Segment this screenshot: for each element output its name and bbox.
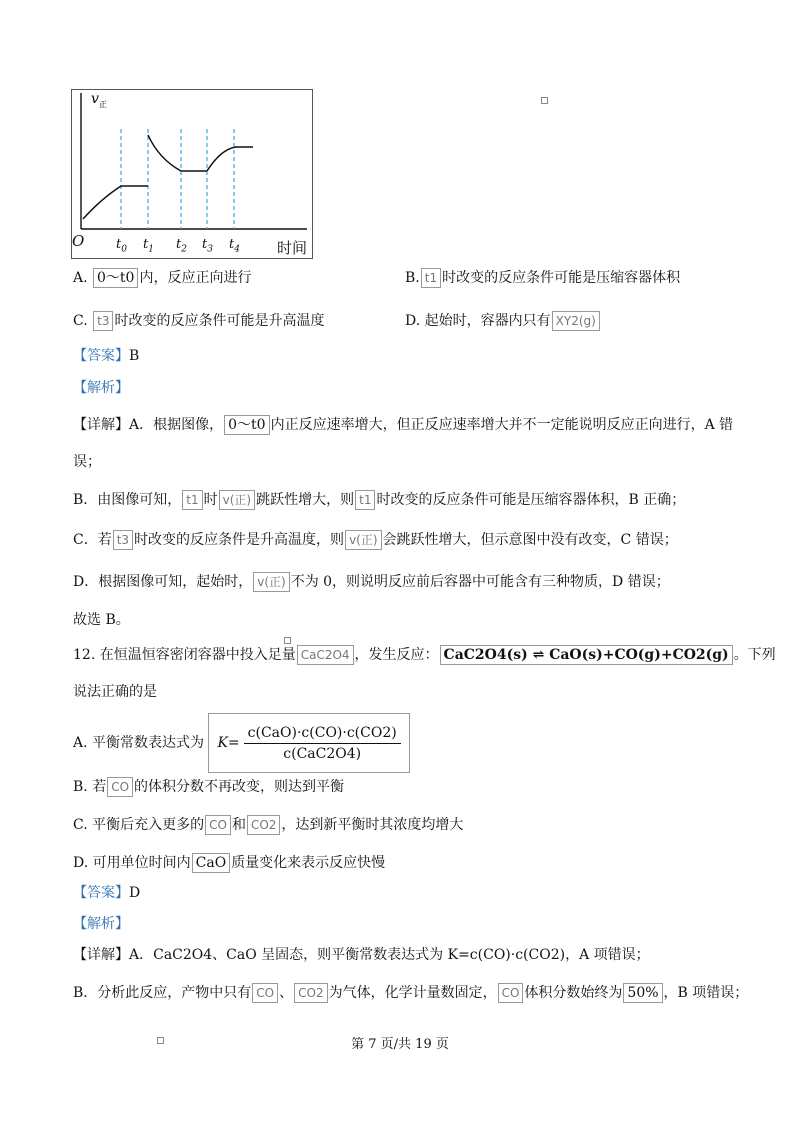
q12-detail-line-2: B．分析此反应，产物中只有 CO 、 CO2 为气体，化学计量数固定， CO 体积分数始终为 50% ，B 项错误； [73,985,749,1001]
q11-detail-line-4: D．根据图像可知，起始时， v(正) 不为 0，则说明反应前后容器中可能含有三种物质，D 错误； [73,574,670,590]
tick-t3: $t_3$ [202,237,213,255]
q12-analysis-label: 【解析】 [73,916,129,932]
option-b-formula: t1 [421,268,441,288]
q12-stem: 12. 在恒温恒容密闭容器中投入足量 CaC2O4 ，发生反应： CaC2O4(s) ⇌ CaO(s)+CO(g)+CO2(g) 。下列 [73,647,776,663]
option-c-formula: t3 [93,311,113,331]
y-axis-label: v [91,91,99,107]
marker-square [284,637,291,644]
q11-analysis-label: 【解析】 [73,380,129,396]
reaction-equation: CaC2O4(s) ⇌ CaO(s)+CO(g)+CO2(g) [440,645,733,665]
equilibrium-constant-formula: K= $\frac{\text{c(CaO)·c(CO)·c(CO2)}}{\text{c(CaC2O4)}}$ [208,713,409,773]
q11-detail-line-1: 【详解】A．根据图像， 0～t0 内正反应速率增大，但正反应速率增大并不一定能说明反应正向进行，A 错 [73,417,734,433]
q12-option-c: C. 平衡后充入更多的 CO 和 CO2 ，达到新平衡时其浓度均增大 [73,817,464,833]
option-a-formula: 0～t0 [93,268,138,288]
q12-option-b: B. 若 CO 的体积分数不再改变，则达到平衡 [73,779,345,795]
tick-t4: $t_4$ [229,237,240,255]
q12-detail-line-1: 【详解】A．CaC2O4、CaO 呈固态，则平衡常数表达式为 K=c(CO)·c(CO2)，A 项错误； [73,947,650,963]
y-axis-label-sub: 正 [99,100,107,109]
q11-detail-line-5: 故选 B。 [73,612,130,628]
tick-t2: $t_2$ [176,237,187,255]
q11-detail-line-3: C．若 t3 时改变的反应条件是升高温度，则 v(正) 会跳跃性增大，但示意图中没有改变，C 错误； [73,532,678,548]
graph-origin: O [72,232,85,250]
option-d-formula: XY2(g) [552,311,600,331]
graph-svg [71,89,313,259]
tick-t0: $t_0$ [116,237,127,255]
tick-t1: $t_1$ [143,237,154,255]
q12-option-d: D. 可用单位时间内 CaO 质量变化来表示反应快慢 [73,855,386,871]
x-axis-label: 时间 [277,239,308,257]
page-footer: 第 7 页/共 19 页 [351,1037,449,1052]
q12-answer: 【答案】D [73,885,141,901]
q11-answer: 【答案】B [73,348,140,364]
q11-option-d: D. 起始时，容器内只有 XY2(g) [405,311,601,331]
q12-option-a: A. 平衡常数表达式为 K= $\frac{\text{c(CaO)·c(CO)·c(CO2)}}{\text{c(CaC2O4)}}$ [73,713,410,773]
q11-option-a: A. 0～t0 内，反应正向进行 [73,270,252,286]
marker-square [541,97,548,104]
velocity-time-graph [71,89,313,259]
q11-detail-line-2: B．由图像可知， t1 时 v(正) 跳跃性增大，则 t1 时改变的反应条件可能是压缩容器体积，B 正确； [73,492,686,508]
q12-stem-2: 说法正确的是 [73,684,157,700]
q11-detail-line-1b: 误； [73,454,101,470]
q11-option-c: C. t3 时改变的反应条件可能是升高温度 [73,313,325,329]
q11-option-b: B. t1 时改变的反应条件可能是压缩容器体积 [405,270,681,286]
